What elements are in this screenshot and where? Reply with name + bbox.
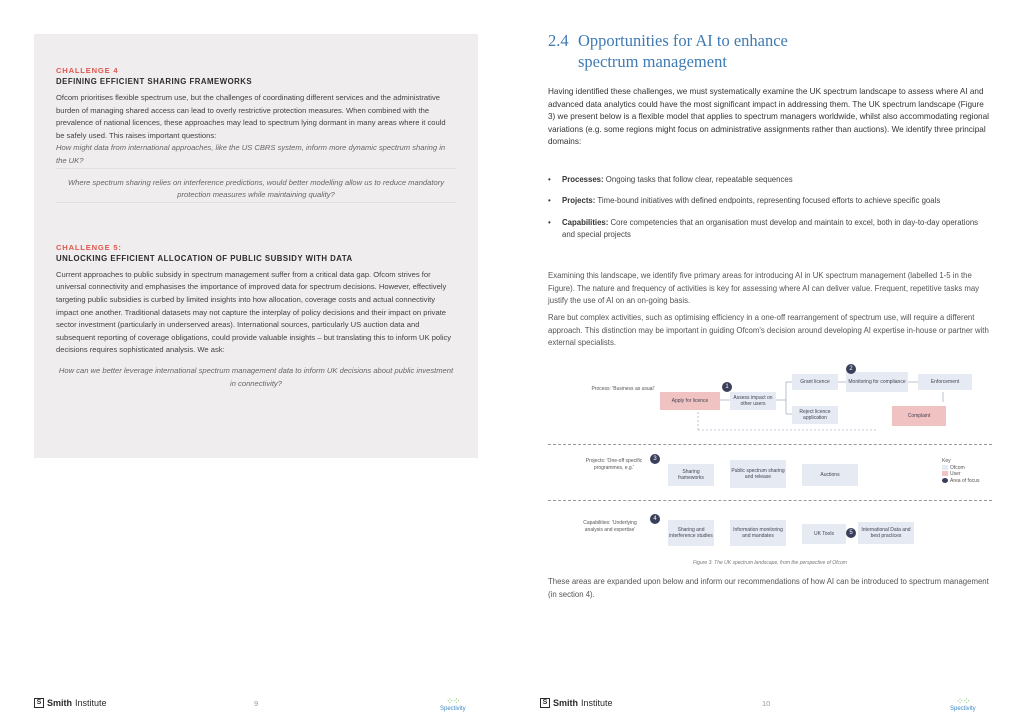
spectrum-landscape-figure [548,360,992,570]
process-row-label: Process: 'Business as usual' [591,386,655,392]
challenge4-title: DEFINING EFFICIENT SHARING FRAMEWORKS [56,77,253,86]
domains-list [548,174,992,250]
figure-caption: Figure 3. The UK spectrum landscape, from the perspective of Ofcom [693,560,847,566]
challenge5-section [56,243,456,390]
key-title: Key [942,458,951,464]
spectivity-logo [440,697,466,712]
logo-text-rest: Institute [581,698,613,708]
spectivity-text: Spectivity [440,706,466,712]
marker-4-icon: 4 [650,514,660,524]
international-data-box: International Data and best practices [858,522,914,544]
s-logo-icon: S [34,698,44,708]
figure-key [942,458,979,484]
row-divider [548,444,992,445]
challenge5-label: CHALLENGE 5: [56,242,122,252]
section-title-line1: Opportunities for AI to enhance [578,31,788,50]
uk-tools-box: UK Tools [802,524,846,544]
paragraph-2: Examining this landscape, we identify five primary areas for introducing AI in UK spectrum management (labelled 1-5 in the Figure). The nature and frequency of activities is key for assessing where AI can deliver value. Frequent, repetitive tasks may justify the use of AI on an on-going basis. [548,271,980,306]
challenge4-question-2: Where spectrum sharing relies on interference predictions, would better modelling allow us to reduce mandatory protection measures while maintaining quality? [67,177,445,200]
divider [56,202,456,203]
smith-institute-logo [540,698,613,708]
page-number: 10 [762,699,771,708]
public-spectrum-box: Public spectrum sharing and release [730,460,786,488]
logo-text-bold: Smith [47,698,73,708]
spectivity-dots-icon: ⁘⁘ [956,696,970,706]
challenge-box [34,34,478,458]
challenge5-body: Current approaches to public subsidy in spectrum management suffer from a critical data gap. Ofcom strives for universal connectivity and emphasises the importance of improved data for spectrum decisions. However, effectively targeting public subsidies is curbed by limited insights into how allocation, coverage costs and actual connectivity impact one another. Traditional datasets may not capture the interplay of policy decisions and their impact on private sector investment (particularly in underserved areas). International sources, particularly US auction data and subsequent reporting of coverage obligations, could provide valuable insights – but translating this to inform UK policy decisions requires sophisticated analysis. We ask: [56,269,452,355]
spectivity-logo [950,697,976,712]
challenge4-body: Ofcom prioritises flexible spectrum use, but the challenges of coordinating different services and the administrative burden of managing shared access can lead to overly restrictive protection measures. When combined with the prevalence of national licences, these approaches may lead to spectrum lying dormant in many areas where it could be safely used. This raises important questions: [56,93,446,140]
marker-3-icon: 3 [650,454,660,464]
smith-institute-logo [34,698,107,708]
key-ofcom: Ofcom [942,465,979,472]
row-divider [548,500,992,501]
information-box: Information monitoring and mandates [730,520,786,546]
marker-5-icon: 5 [846,528,856,538]
list-item: • Projects: Time-bound initiatives with defined endpoints, representing focused efforts to achieve specific goals [548,195,992,207]
capabilities-row-label: Capabilities: 'Underlying analysis and expertise' [583,520,637,533]
section-title-line2: spectrum management [578,52,727,71]
paragraph-4: These areas are expanded upon below and inform our recommendations of how AI can be introduced to spectrum management (in section 4). [548,577,989,599]
challenge4-label: CHALLENGE 4 [56,66,119,75]
divider [56,168,456,169]
key-user: User [942,471,979,478]
challenge5-question-1: How can we better leverage international spectrum management data to inform UK decisions about public investment in connectivity? [58,365,454,388]
enforcement-box: Enforcement [918,374,972,390]
sharing-studies-box: Sharing and interference studies [668,520,714,546]
apply-licence-box: Apply for licence [660,392,720,410]
grant-licence-box: Grant licence [792,374,838,390]
logo-text-rest: Institute [75,698,107,708]
spectivity-text: Spectivity [950,706,976,712]
section-title [548,30,788,72]
marker-2-icon: 2 [846,364,856,374]
section-number: 2.4 [548,31,569,50]
assess-impact-box: Assess impact on other users [730,392,776,410]
intro-paragraph: Having identified these challenges, we must systematically examine the UK spectrum landscape to assess where AI and advanced data analytics could have the most significant impact in addressing them. The UK spectrum landscape (Figure 3) we present below is a flexible model that applies to spectrum managers worldwide, whilst also accommodating regional variations (e.g. some regions might focus on administrative assignments rather than auctions). We identify three principal domains: [548,87,989,147]
logo-text-bold: Smith [553,698,579,708]
spectivity-dots-icon: ⁘⁘ [446,696,460,706]
reject-licence-box: Reject licence application [792,406,838,424]
challenge5-title: UNLOCKING EFFICIENT ALLOCATION OF PUBLIC SUBSIDY WITH DATA [56,253,353,263]
sharing-frameworks-box: Sharing frameworks [668,464,714,486]
complaint-box: Complaint [892,406,946,426]
marker-1-icon: 1 [722,382,732,392]
paragraph-3: Rare but complex activities, such as optimising efficiency in a one-off rearrangement of spectrum use, will require a different approach. This distinction may be important in guiding Ofcom's decision around developing AI expertise in-house or partner with external specialists. [548,313,989,348]
right-page [512,0,1024,724]
list-item: • Processes: Ongoing tasks that follow clear, repeatable sequences [548,174,992,186]
challenge4-question-1: How might data from international approaches, like the US CBRS system, inform more dynamic spectrum sharing in the UK? [56,143,446,165]
projects-row-label: Projects: 'One-off specific programmes, e.g.' [585,458,643,471]
list-item: • Capabilities: Core competencies that an organisation must develop and maintain to excel, both in day-to-day operations and special projects [548,217,992,242]
key-ai: Area of focus [942,478,979,485]
page-number: 9 [254,699,259,708]
s-logo-icon: S [540,698,550,708]
auctions-box: Auctions [802,464,858,486]
monitoring-box: Monitoring for compliance [846,372,908,392]
